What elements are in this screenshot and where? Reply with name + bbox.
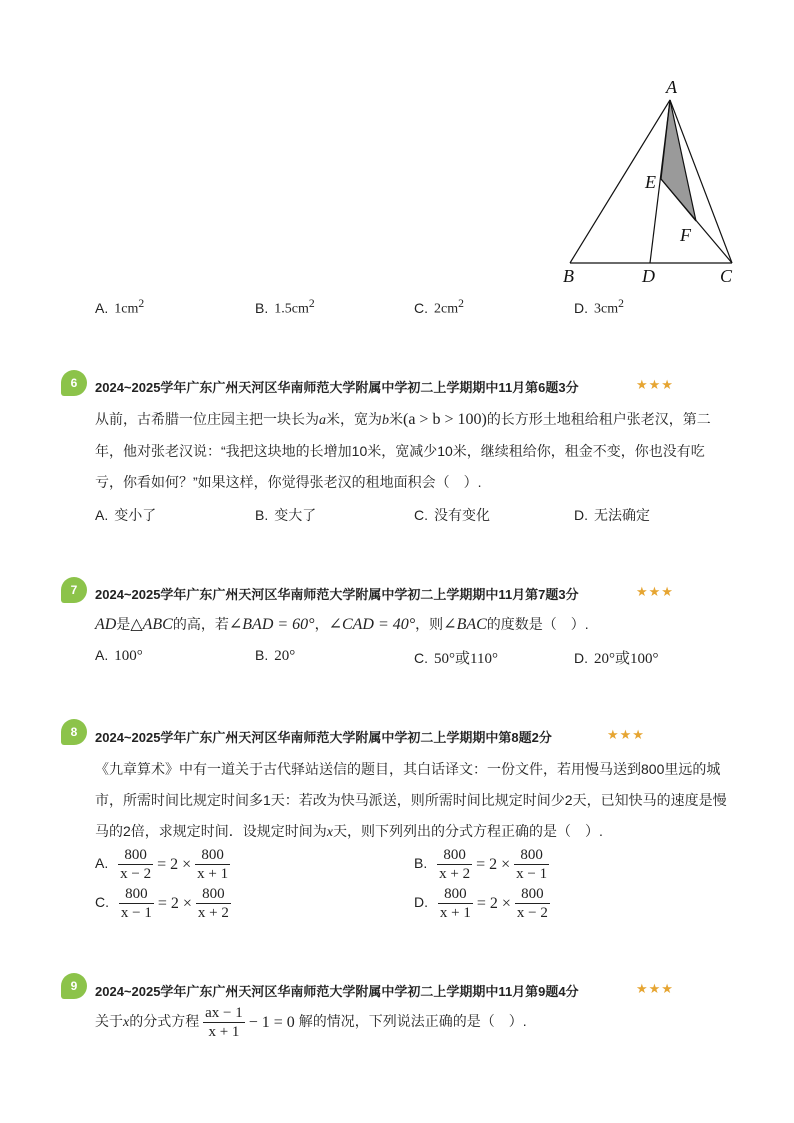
q5-option-b[interactable]: B. $1.5cm^2$ <box>255 297 315 317</box>
question-number-badge: 8 <box>61 719 87 745</box>
difficulty-stars: ★★★ <box>607 727 645 742</box>
q7-option-b[interactable]: B. 20° <box>255 647 296 664</box>
question-header: 2024~2025学年广东广州天河区华南师范大学附属中学初二上学期期中11月第9题4分 <box>95 984 579 999</box>
question-text-line: 年，他对张老汉说：“我把这块地的长增加10米，宽减少10米，继续租给你，租金不变，你也没有吃 <box>95 443 705 459</box>
triangle-figure <box>560 75 740 290</box>
q5-option-a[interactable]: A. $1cm^2$ <box>95 297 145 317</box>
question-text-line: 《九章算术》中有一道关于古代驿站送信的题目，其白话译文：一份文件，若用慢马送到800里远的城 <box>95 761 721 777</box>
q7-option-d[interactable]: D. 20°或100° <box>574 650 659 667</box>
label-A: A <box>666 77 677 97</box>
fraction: $\frac{800}{x + 2}$ <box>197 886 229 921</box>
question-header: 2024~2025学年广东广州天河区华南师范大学附属中学初二上学期期中第8题2分 <box>95 730 552 745</box>
label-F: F <box>680 225 691 245</box>
q7-option-c[interactable]: C. 50°或110° <box>414 650 498 667</box>
difficulty-stars: ★★★ <box>636 584 674 599</box>
question-text-line: 亏，你看如何？”如果这样，你觉得张老汉的租地面积会（ ）. <box>95 474 482 490</box>
fraction: $\frac{800}{x - 2}$ <box>120 847 152 882</box>
question-number-badge: 9 <box>61 973 87 999</box>
fraction: $\frac{800}{x + 1}$ <box>439 886 471 921</box>
q6-option-a[interactable]: A. 变小了 <box>95 507 157 523</box>
question-header: 2024~2025学年广东广州天河区华南师范大学附属中学初二上学期期中11月第7题3分 <box>95 587 579 602</box>
question-header: 2024~2025学年广东广州天河区华南师范大学附属中学初二上学期期中11月第6题3分 <box>95 380 579 395</box>
label-D: D <box>642 266 655 286</box>
q5-option-c[interactable]: C. $2cm^2$ <box>414 297 464 317</box>
q6-option-b[interactable]: B. 变大了 <box>255 507 317 523</box>
question-text-line: 关于x的分式方程 $\frac{ax - 1}{x + 1}$ − 1 = 0 解的情况，下列说法正确的是（ ）. <box>95 1005 527 1040</box>
fraction: $\frac{ax - 1}{x + 1}$ <box>205 1005 243 1040</box>
fraction: $\frac{800}{x - 1}$ <box>516 847 548 882</box>
segment-EC <box>661 179 732 263</box>
label-B: B <box>563 266 574 286</box>
label-E: E <box>645 172 656 192</box>
question-text-line: 市，所需时间比规定时间多1天：若改为快马派送，则所需时间比规定时间少2天，已知快马的速度是慢 <box>95 792 727 808</box>
q8-option-b[interactable]: B. $\frac{800}{x + 2}$ = 2 × $\frac{800}{x - 1}$ <box>414 847 548 882</box>
q8-option-a[interactable]: A. $\frac{800}{x - 2}$ = 2 × $\frac{800}{x + 1}$ <box>95 847 229 882</box>
question-number-badge: 7 <box>61 577 87 603</box>
fraction: $\frac{800}{x + 2}$ <box>439 847 471 882</box>
shaded-triangle-AEF <box>661 100 696 221</box>
fraction: $\frac{800}{x - 2}$ <box>516 886 548 921</box>
q8-option-d[interactable]: D. $\frac{800}{x + 1}$ = 2 × $\frac{800}{x - 2}$ <box>414 886 548 921</box>
question-text-line: AD是△ABC的高，若∠BAD = 60°，∠CAD = 40°，则∠BAC的度数是（ ）. <box>95 616 589 633</box>
difficulty-stars: ★★★ <box>636 981 674 996</box>
label-C: C <box>720 266 733 286</box>
difficulty-stars: ★★★ <box>636 377 674 392</box>
question-number-badge: 6 <box>61 370 87 396</box>
question-text-line: 马的2倍，求规定时间．设规定时间为x天，则下列列出的分式方程正确的是（ ）. <box>95 823 603 840</box>
question-text-line: 从前，古希腊一位庄园主把一块长为a米，宽为b米(a > b > 100)的长方形土地租给租户张老汉，第二 <box>95 411 711 428</box>
fraction: $\frac{800}{x + 1}$ <box>197 847 229 882</box>
q8-option-c[interactable]: C. $\frac{800}{x - 1}$ = 2 × $\frac{800}{x + 2}$ <box>95 886 229 921</box>
q5-option-d[interactable]: D. $3cm^2$ <box>574 297 624 317</box>
q6-option-d[interactable]: D. 无法确定 <box>574 507 650 523</box>
q6-option-c[interactable]: C. 没有变化 <box>414 507 490 523</box>
q7-option-a[interactable]: A. 100° <box>95 647 143 664</box>
fraction: $\frac{800}{x - 1}$ <box>120 886 152 921</box>
